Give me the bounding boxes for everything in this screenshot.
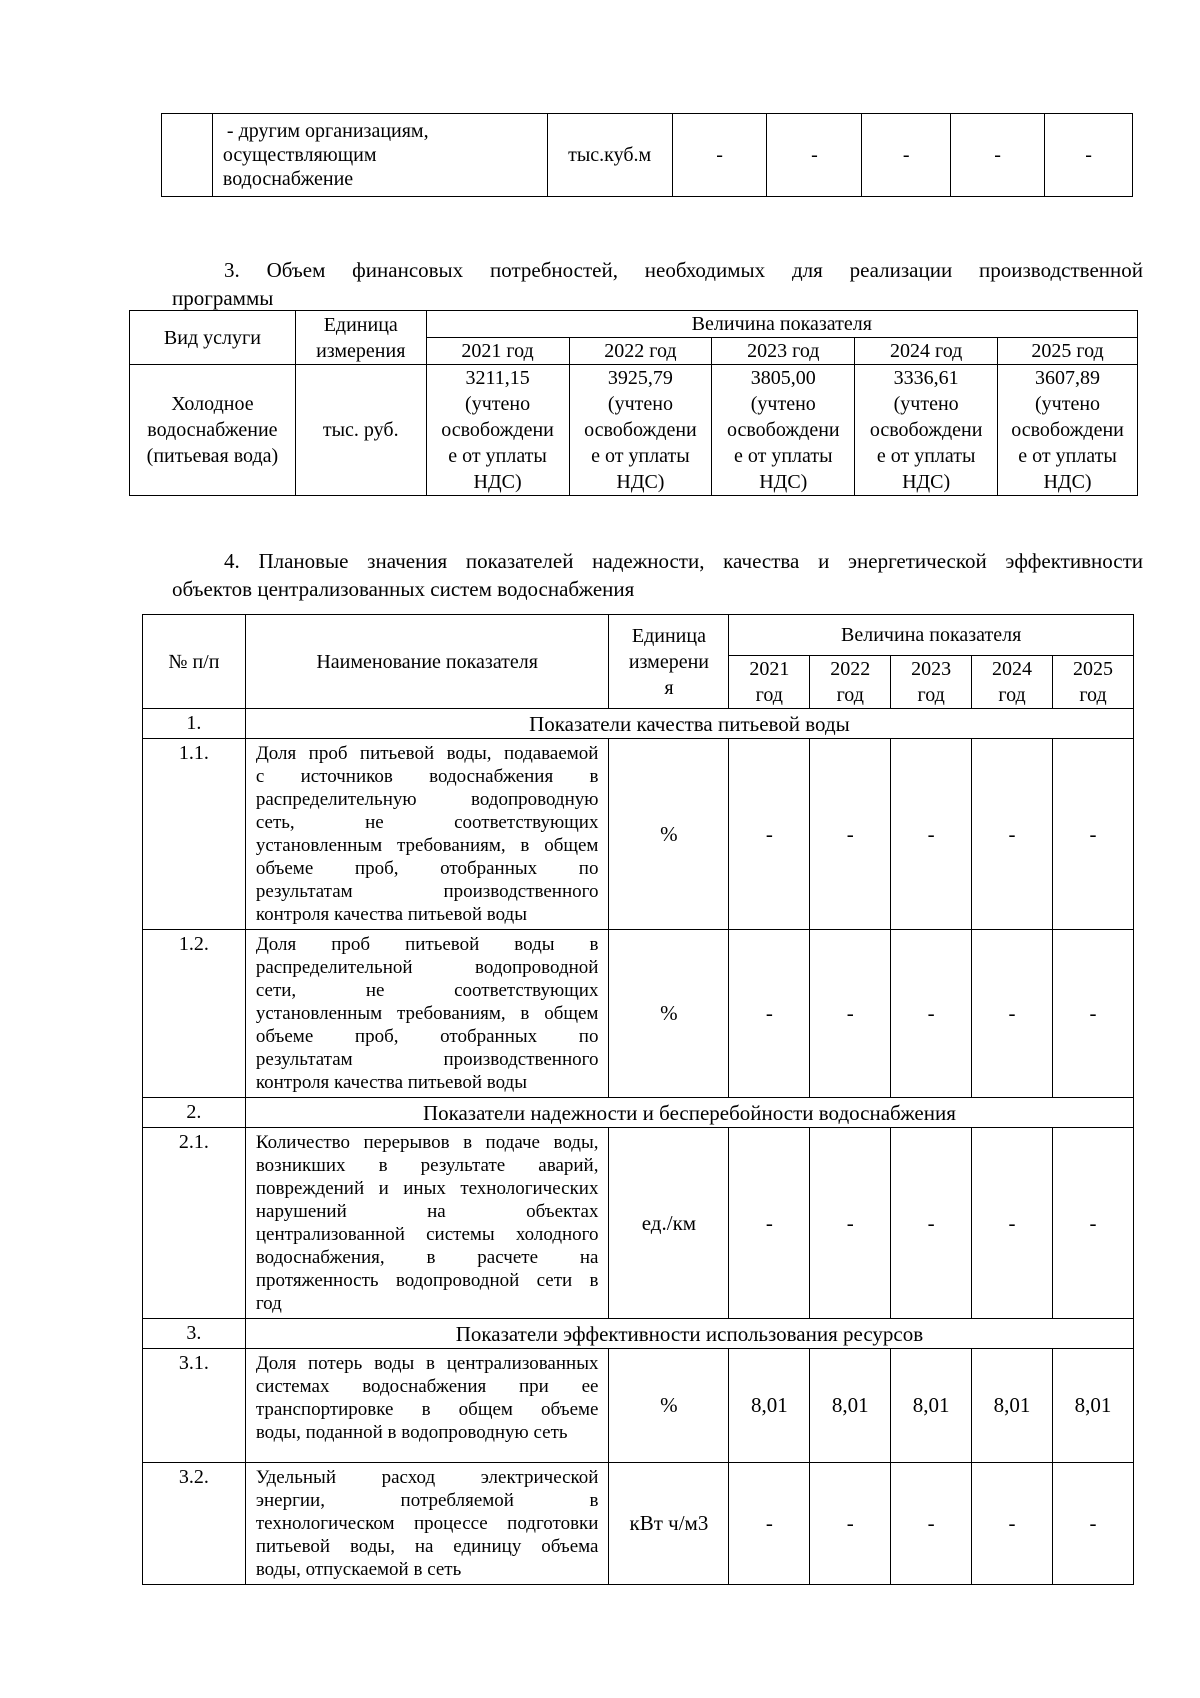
- value-cell: -: [891, 930, 972, 1098]
- section-number: 2.: [143, 1098, 246, 1128]
- value-cell: -: [891, 739, 972, 930]
- unit-cell: %: [609, 739, 729, 930]
- unit-cell: кВт ч/м3: [609, 1463, 729, 1585]
- service-cell: Холодное водоснабжение (питьевая вода): [130, 365, 296, 496]
- section-title: Показатели эффективности использования ресурсов: [245, 1319, 1133, 1349]
- table-row: [143, 930, 1134, 1098]
- value-cell: -: [1045, 114, 1133, 197]
- indicator-name: Доля проб питьевой воды, подаваемой с источников водоснабжения в распределительную водопроводную сеть, не соответствующих установленным требованиям, в общем объеме проб, отобранных по результатам производственного контроля качества питьевой воды: [245, 739, 609, 930]
- unit-header: Единица измерения: [295, 311, 426, 365]
- value-cell: -: [891, 1128, 972, 1319]
- value-cell: -: [1053, 930, 1134, 1098]
- value-cell: -: [972, 739, 1053, 930]
- unit-header: Единица измерени я: [609, 615, 729, 709]
- unit-cell: %: [609, 1349, 729, 1463]
- section-title: Показатели надежности и бесперебойности водоснабжения: [245, 1098, 1133, 1128]
- value-header: Величина показателя: [729, 615, 1134, 656]
- financial-needs-table: [129, 310, 1138, 496]
- row-number: 1.1.: [143, 739, 246, 930]
- year-header: 2025 год: [998, 338, 1138, 365]
- value-cell: -: [1053, 739, 1134, 930]
- value-cell: -: [767, 114, 862, 197]
- row-number-cell: [162, 114, 213, 197]
- value-cell: -: [1053, 1463, 1134, 1585]
- value-cell: -: [810, 1463, 891, 1585]
- indicators-table: [142, 614, 1134, 1585]
- value-header: Величина показателя: [426, 311, 1137, 338]
- unit-cell: %: [609, 930, 729, 1098]
- value-cell: -: [729, 930, 810, 1098]
- year-header: 2025 год: [1053, 656, 1134, 709]
- value-cell: 3336,61 (учтено освобождени е от уплаты НДС): [855, 365, 998, 496]
- value-cell: 3805,00 (учтено освобождени е от уплаты НДС): [712, 365, 855, 496]
- year-header: 2024 год: [972, 656, 1053, 709]
- table-row: [143, 1349, 1134, 1463]
- row-number: 3.1.: [143, 1349, 246, 1463]
- row-number: 3.2.: [143, 1463, 246, 1585]
- section-number: 3.: [143, 1319, 246, 1349]
- value-cell: -: [972, 1128, 1053, 1319]
- year-header: 2024 год: [855, 338, 998, 365]
- section-row: [143, 709, 1134, 739]
- unit-cell: тыс. руб.: [295, 365, 426, 496]
- table-header-row: [130, 311, 1138, 338]
- indicator-name: Количество перерывов в подаче воды, возникших в результате аварий, повреждений и иных технологических нарушений на объектах централизованной системы холодного водоснабжения, в расчете на протяженность водопроводной сети в год: [245, 1128, 609, 1319]
- section-row: [143, 1098, 1134, 1128]
- unit-cell: тыс.куб.м: [547, 114, 672, 197]
- indicator-name: Доля проб питьевой воды в распределительной водопроводной сети, не соответствующих установленным требованиям, в общем объеме проб, отобранных по результатам производственного контроля качества питьевой воды: [245, 930, 609, 1098]
- value-cell: -: [891, 1463, 972, 1585]
- indicator-name-cell: - другим организациям, осуществляющим водоснабжение: [212, 114, 547, 197]
- table-header-row: [143, 615, 1134, 656]
- value-cell: 3925,79 (учтено освобождени е от уплаты НДС): [569, 365, 712, 496]
- value-cell: -: [810, 739, 891, 930]
- section-3-heading: 3. Объем финансовых потребностей, необходимых для реализации производственной программы: [172, 258, 1143, 310]
- year-header: 2022 год: [569, 338, 712, 365]
- section-4-heading: 4. Плановые значения показателей надежности, качества и энергетической эффективности объектов централизованных систем водоснабжения: [172, 549, 1143, 601]
- value-cell: -: [672, 114, 767, 197]
- section-number: 1.: [143, 709, 246, 739]
- section-row: [143, 1319, 1134, 1349]
- value-cell: -: [810, 1128, 891, 1319]
- value-cell: -: [951, 114, 1045, 197]
- section-title: Показатели качества питьевой воды: [245, 709, 1133, 739]
- indicator-name: Доля потерь воды в централизованных системах водоснабжения при ее транспортировке в общем объеме воды, поданной в водопроводную сеть: [245, 1349, 609, 1463]
- table-row: [143, 1128, 1134, 1319]
- value-cell: -: [1053, 1128, 1134, 1319]
- year-header: 2023 год: [712, 338, 855, 365]
- table-row: [130, 365, 1138, 496]
- value-cell: 8,01: [729, 1349, 810, 1463]
- value-cell: 8,01: [972, 1349, 1053, 1463]
- row-number: 1.2.: [143, 930, 246, 1098]
- value-cell: 3607,89 (учтено освобождени е от уплаты НДС): [998, 365, 1138, 496]
- name-header: Наименование показателя: [245, 615, 609, 709]
- table-row: [143, 1463, 1134, 1585]
- value-cell: 8,01: [810, 1349, 891, 1463]
- indicator-name: Удельный расход электрической энергии, потребляемой в технологическом процессе подготовки питьевой воды, на единицу объема воды, отпускаемой в сеть: [245, 1463, 609, 1585]
- continuation-table: [161, 113, 1133, 197]
- value-cell: -: [729, 1128, 810, 1319]
- value-cell: -: [729, 1463, 810, 1585]
- year-header: 2021 год: [729, 656, 810, 709]
- value-cell: -: [972, 1463, 1053, 1585]
- value-cell: -: [862, 114, 951, 197]
- num-header: № п/п: [143, 615, 246, 709]
- value-cell: 8,01: [891, 1349, 972, 1463]
- year-header: 2021 год: [426, 338, 569, 365]
- table-row: [143, 739, 1134, 930]
- service-header: Вид услуги: [130, 311, 296, 365]
- table-row: [162, 114, 1133, 197]
- year-header: 2022 год: [810, 656, 891, 709]
- value-cell: -: [972, 930, 1053, 1098]
- value-cell: 3211,15 (учтено освобождени е от уплаты НДС): [426, 365, 569, 496]
- value-cell: -: [729, 739, 810, 930]
- value-cell: 8,01: [1053, 1349, 1134, 1463]
- value-cell: -: [810, 930, 891, 1098]
- unit-cell: ед./км: [609, 1128, 729, 1319]
- row-number: 2.1.: [143, 1128, 246, 1319]
- year-header: 2023 год: [891, 656, 972, 709]
